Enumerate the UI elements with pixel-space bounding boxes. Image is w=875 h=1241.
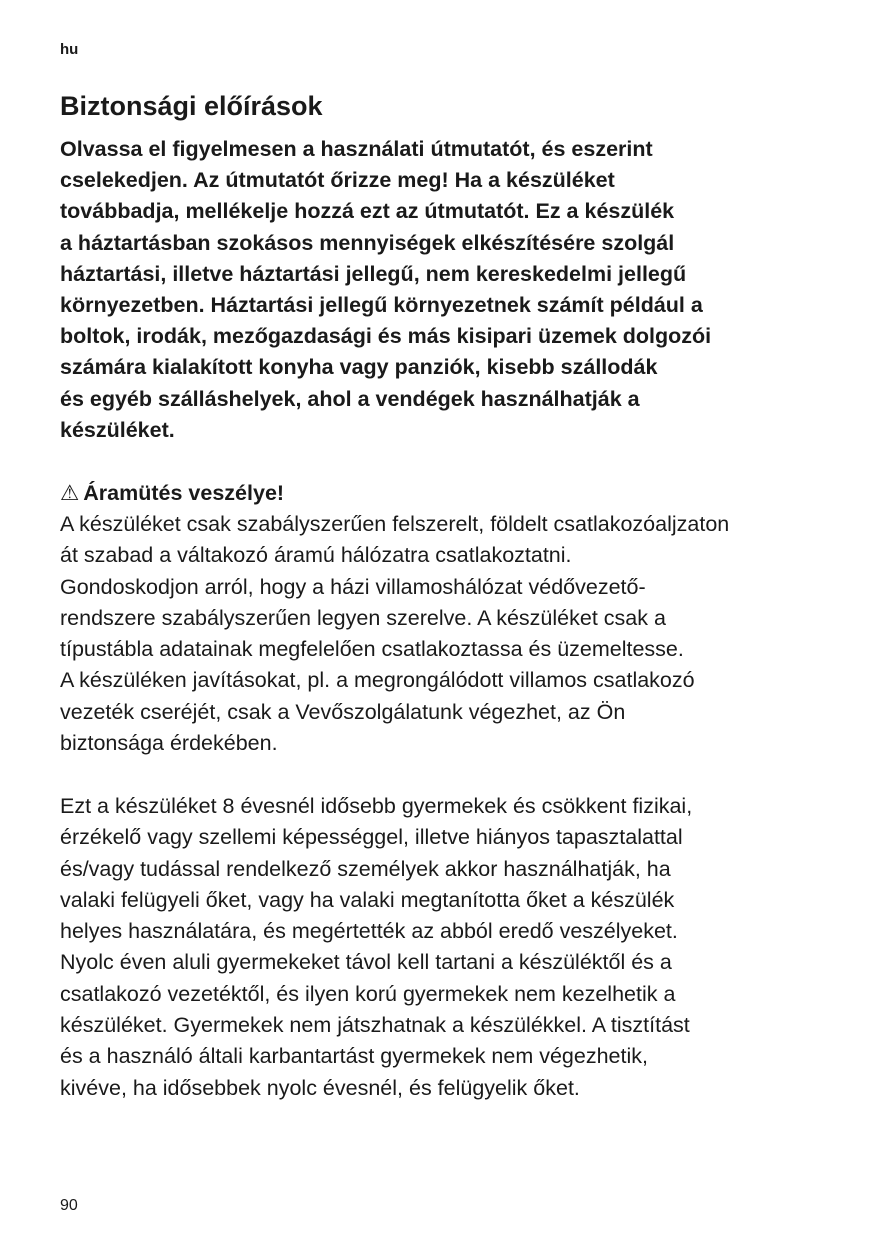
warning-title: Áramütés veszélye!	[83, 481, 285, 505]
intro-paragraph	[60, 134, 830, 446]
intro-line: készüléket.	[60, 417, 175, 442]
children-line: kivéve, ha idősebbek nyolc évesnél, és felügyelik őket.	[60, 1075, 580, 1100]
warning-line: A készüléken javításokat, pl. a megrongálódott villamos csatlakozó	[60, 668, 695, 693]
page-number: 90	[60, 1197, 78, 1214]
intro-line: továbbadja, mellékelje hozzá ezt az útmutatót. Ez a készülék	[60, 199, 675, 224]
intro-line: Olvassa el figyelmesen a használati útmutatót, és eszerint	[60, 137, 653, 161]
intro-line: és egyéb szálláshelyek, ahol a vendégek használhatják a	[60, 386, 640, 411]
children-line: érzékelő vagy szellemi képességgel, illetve hiányos tapasztalattal	[60, 825, 683, 850]
children-line: Nyolc éven aluli gyermekeket távol kell tartani a készüléktől és a	[60, 950, 672, 975]
children-line: valaki felügyeli őket, vagy ha valaki megtanította őket a készülék	[60, 887, 675, 912]
children-safety-paragraph	[60, 791, 830, 1104]
children-line: Ezt a készüléket 8 évesnél idősebb gyermekek és csökkent fizikai,	[60, 794, 693, 818]
warning-line: biztonsága érdekében.	[60, 731, 278, 756]
warning-line: Gondoskodjon arról, hogy a házi villamoshálózat védővezető-	[60, 574, 646, 599]
intro-line: környezetben. Háztartási jellegű környezetnek számít például a	[60, 293, 703, 318]
warning-line: A készüléket csak szabályszerűen felszerelt, földelt csatlakozóaljzaton	[60, 512, 730, 536]
children-line: készüléket. Gyermekek nem játszhatnak a készülékkel. A tisztítást	[60, 1013, 690, 1038]
intro-line: háztartási, illetve háztartási jellegű, nem kereskedelmi jellegű	[60, 261, 687, 286]
children-line: és a használó általi karbantartást gyermekek nem végezhetik,	[60, 1044, 648, 1069]
warning-line: át szabad a váltakozó áramú hálózatra csatlakoztatni.	[60, 543, 572, 568]
language-code: hu	[60, 41, 79, 58]
children-line: csatlakozó vezetéktől, és ilyen korú gyermekek nem kezelhetik a	[60, 981, 676, 1006]
warning-line: vezeték cseréjét, csak a Vevőszolgálatunk végezhet, az Ön	[60, 699, 626, 724]
intro-line: a háztartásban szokásos mennyiségek elkészítésére szolgál	[60, 230, 675, 255]
warning-paragraph	[60, 509, 830, 759]
warning-line: típustábla adatainak megfelelően csatlakoztassa és üzemeltesse.	[60, 637, 684, 662]
children-line: és/vagy tudással rendelkező személyek akkor használhatják, ha	[60, 856, 671, 881]
intro-line: számára kialakított konyha vagy panziók, kisebb szállodák	[60, 355, 658, 380]
warning-triangle-icon: ⚠	[60, 481, 80, 505]
intro-line: boltok, irodák, mezőgazdasági és más kisipari üzemek dolgozói	[60, 324, 712, 349]
page-title: Biztonsági előírások	[60, 91, 323, 121]
intro-line: cselekedjen. Az útmutatót őrizze meg! Ha a készüléket	[60, 168, 615, 193]
warning-line: rendszere szabályszerűen legyen szerelve. A készüléket csak a	[60, 605, 666, 630]
warning-heading	[60, 478, 284, 509]
children-line: helyes használatára, és megértették az abból eredő veszélyeket.	[60, 919, 678, 944]
